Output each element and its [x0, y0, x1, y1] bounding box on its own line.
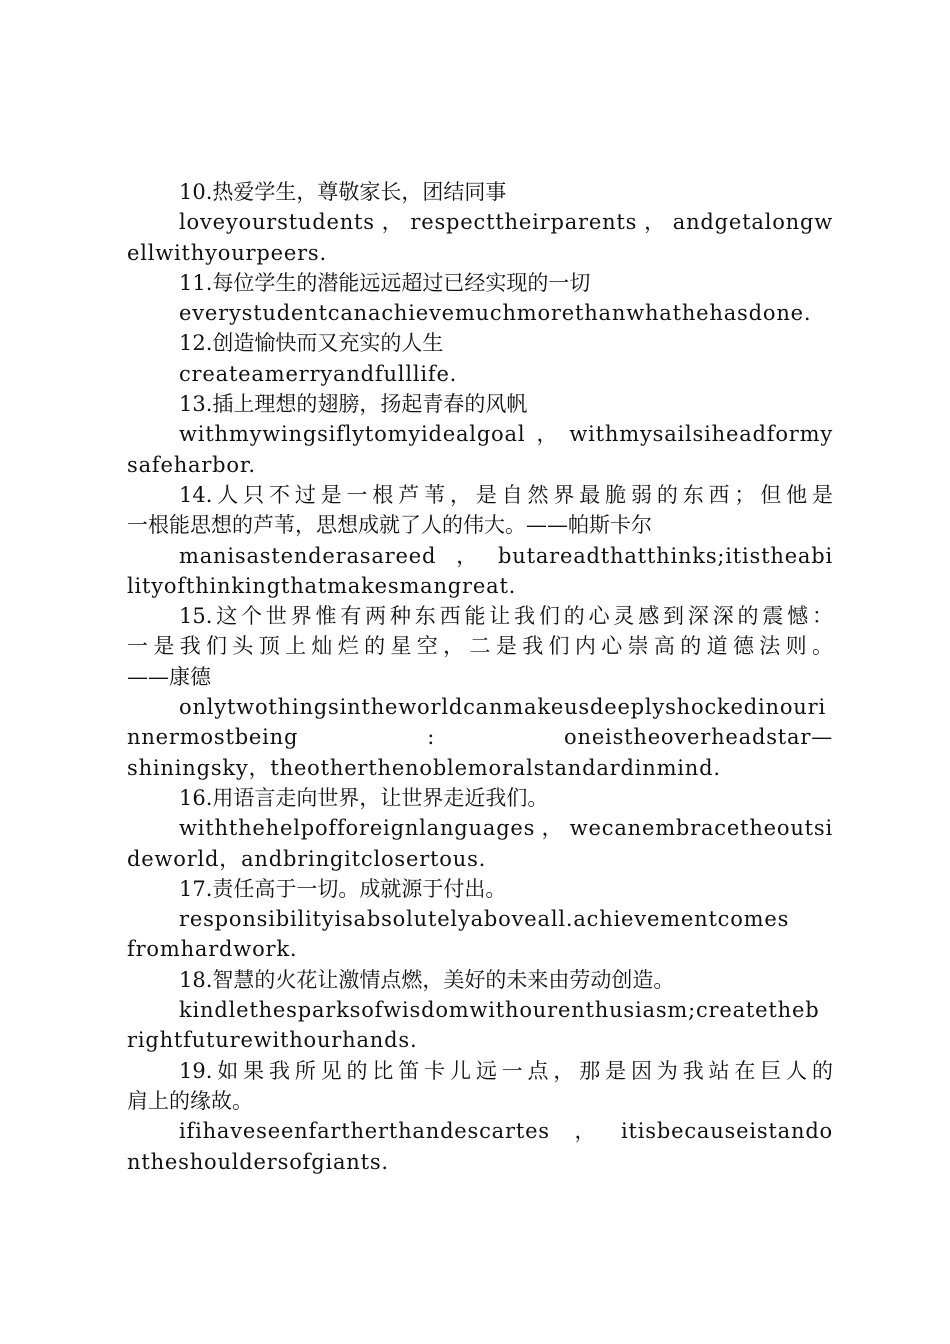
- quote-13-en-line2: safeharbor.: [127, 452, 256, 477]
- quote-12-zh: 12.创造愉快而又充实的人生: [179, 331, 444, 356]
- quote-16-en-line1: withthehelpofforeignlanguages，wecanembracetheoutsi: [179, 816, 833, 841]
- quote-15-en-line2: nnermostbeing : oneistheoverheadstar—: [127, 725, 833, 750]
- quote-15-zh-line2: 一是我们头顶上灿烂的星空，二是我们内心崇高的道德法则。: [127, 634, 833, 659]
- quote-18-zh: 18.智慧的火花让激情点燃，美好的未来由劳动创造。: [179, 967, 675, 992]
- document-body: [127, 177, 833, 1177]
- quote-15-zh-line1: 15.这个世界惟有两种东西能让我们的心灵感到深深的震憾：: [179, 604, 833, 629]
- quote-14-zh-line2: 一根能思想的芦苇，思想成就了人的伟大。——帕斯卡尔: [127, 513, 652, 538]
- quote-16-zh: 16.用语言走向世界，让世界走近我们。: [179, 785, 549, 810]
- quote-14-zh-line1: 14.人只不过是一根芦苇，是自然界最脆弱的东西；但他是: [179, 482, 833, 507]
- quote-15-zh-line3: ——康德: [127, 664, 211, 689]
- quote-12-en: createamerryandfulllife.: [179, 361, 458, 386]
- quote-13-en-line1: withmywingsiflytomyidealgoal，withmysailsiheadformy: [179, 422, 833, 447]
- quote-15-en-line3: shiningsky，theotherthenoblemoralstandardinmind.: [127, 755, 721, 780]
- quote-19-en-line1: ifihaveseenfartherthandescartes，itisbecauseistando: [179, 1119, 833, 1144]
- quote-17-zh: 17.责任高于一切。成就源于付出。: [179, 876, 507, 901]
- quote-17-en-line1: responsibilityisabsolutelyaboveall.achievementcomes: [179, 907, 790, 932]
- quote-16-en-line2: deworld，andbringitclosertous.: [127, 846, 487, 871]
- quote-15-en-line1: onlytwothingsintheworldcanmakeusdeeplyshockedinouri: [179, 695, 826, 720]
- quote-14-en-line1: manisastenderasareed，butareadthatthinks;itistheabi: [179, 543, 833, 568]
- quote-18-en-line1: kindlethesparksofwisdomwithourenthusiasm;createtheb: [179, 998, 820, 1023]
- quote-10-en-line2: ellwithyourpeers.: [127, 240, 327, 265]
- quote-19-zh-line2: 肩上的缘故。: [127, 1088, 253, 1113]
- quote-10-zh: 10.热爱学生，尊敬家长，团结同事: [179, 180, 507, 204]
- quote-18-en-line2: rightfuturewithourhands.: [127, 1028, 418, 1053]
- quote-19-zh-line1: 19.如果我所见的比笛卡儿远一点，那是因为我站在巨人的: [179, 1058, 833, 1083]
- quote-17-en-line2: fromhardwork.: [127, 937, 298, 962]
- quote-10-en-line1: loveyourstudents，respecttheirparents，andgetalongw: [179, 210, 833, 235]
- quote-11-en: everystudentcanachievemuchmorethanwhathehasdone.: [179, 301, 812, 326]
- quote-13-zh: 13.插上理想的翅膀，扬起青春的风帆: [179, 392, 528, 417]
- quote-19-en-line2: ntheshouldersofgiants.: [127, 1149, 389, 1174]
- quote-14-en-line2: lityofthinkingthatmakesmangreat.: [127, 573, 517, 598]
- quote-11-zh: 11.每位学生的潜能远远超过已经实现的一切: [179, 270, 591, 295]
